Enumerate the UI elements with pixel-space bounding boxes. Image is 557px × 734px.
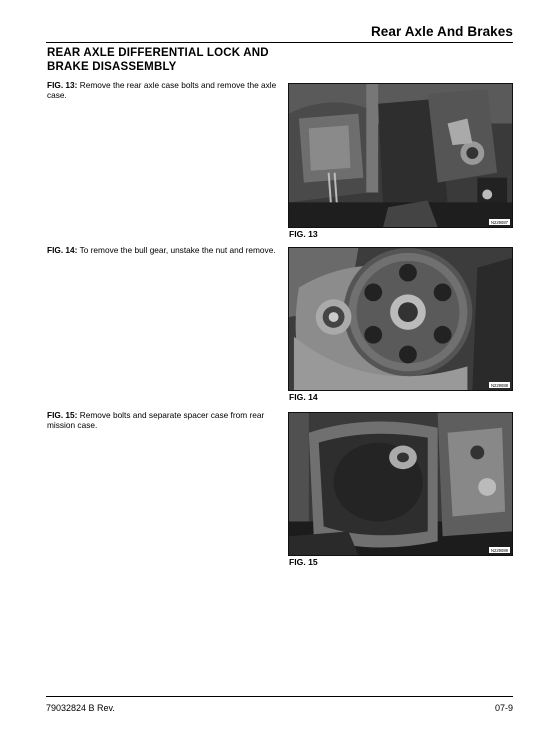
- fig-15-photo-code: N229089: [491, 547, 508, 553]
- fig-14-photo-code: N229088: [491, 382, 508, 388]
- page-header-title: Rear Axle And Brakes: [370, 24, 513, 39]
- fig-15-label: FIG. 15:: [47, 410, 78, 420]
- header-rule: [46, 42, 513, 43]
- footer-document-number: 79032824 B Rev.: [46, 703, 115, 713]
- fig-14-caption: FIG. 14: [289, 392, 318, 402]
- fig-13-instruction: [47, 80, 279, 101]
- fig-14-instruction: [47, 245, 279, 255]
- fig-15-photo-image: [289, 413, 512, 555]
- section-title: REAR AXLE DIFFERENTIAL LOCK AND BRAKE DISASSEMBLY: [47, 47, 269, 73]
- fig-15-caption: FIG. 15: [289, 557, 318, 567]
- fig-13-photo: [288, 83, 513, 228]
- fig-14-text: To remove the bull gear, unstake the nut and remove.: [79, 245, 276, 255]
- footer-rule: [46, 696, 513, 697]
- fig-13-photo-image: [289, 84, 512, 227]
- fig-13-text: Remove the rear axle case bolts and remove the axle case.: [47, 80, 277, 101]
- fig-14-photo: [288, 247, 513, 391]
- fig-13-label: FIG. 13:: [47, 80, 78, 90]
- fig-14-label: FIG. 14:: [47, 245, 78, 255]
- fig-14-photo-image: [289, 248, 512, 390]
- fig-13-caption: FIG. 13: [289, 229, 318, 239]
- fig-15-text: Remove bolts and separate spacer case from rear mission case.: [47, 410, 265, 431]
- fig-13-photo-code: N229087: [491, 219, 508, 225]
- footer-page-number: 07-9: [494, 703, 513, 713]
- fig-15-instruction: [47, 410, 279, 431]
- fig-15-photo: [288, 412, 513, 556]
